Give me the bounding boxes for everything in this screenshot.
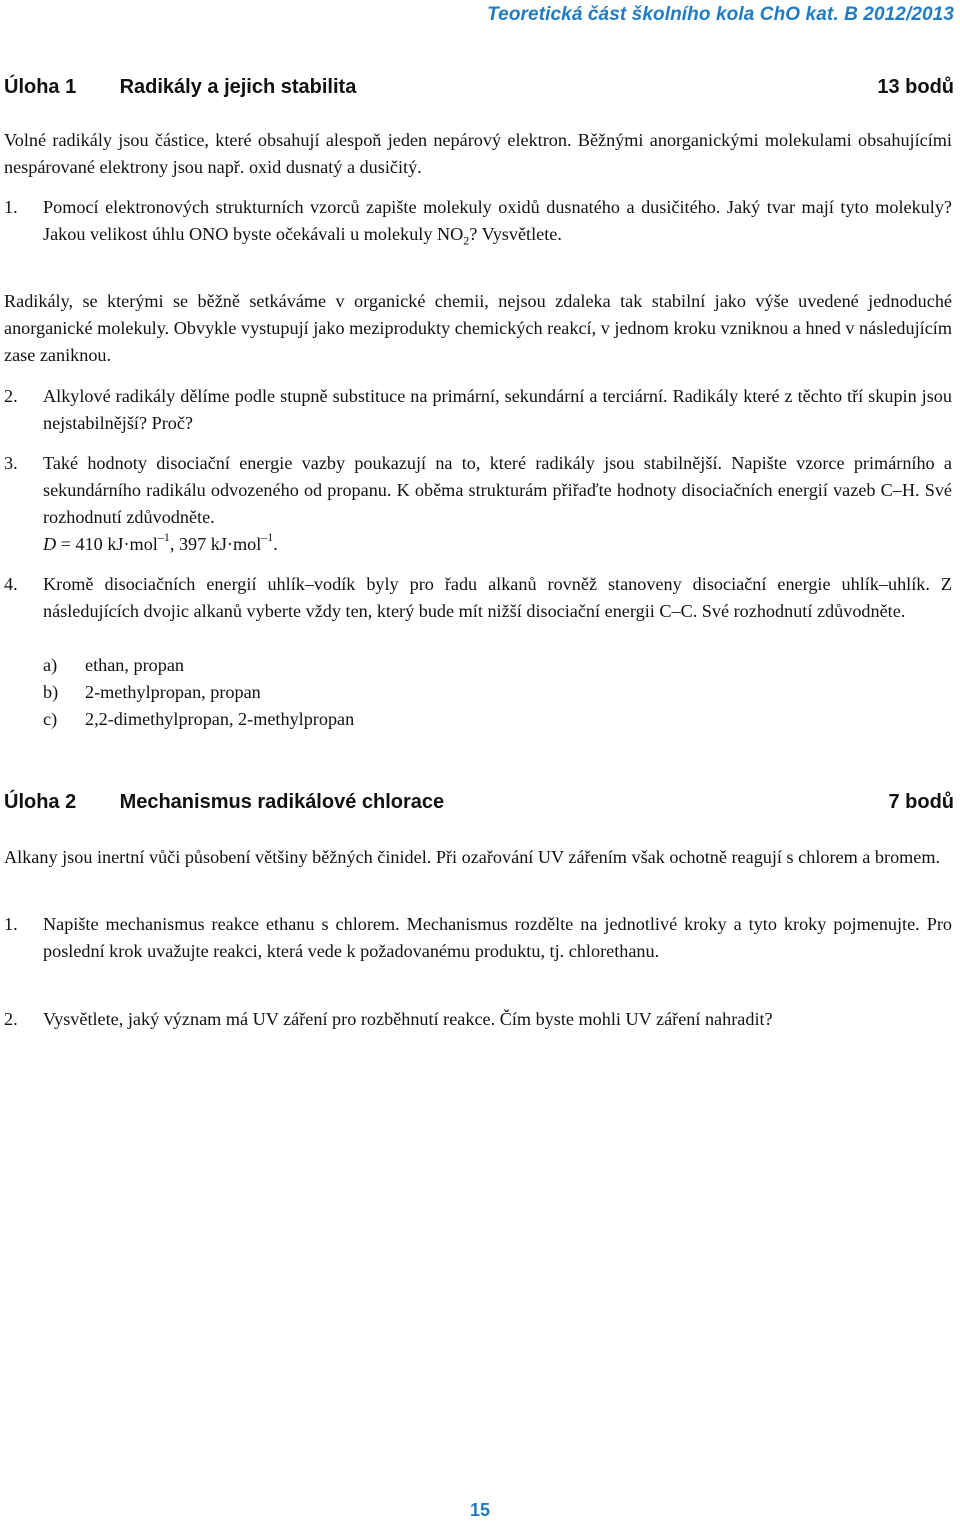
question-text: Kromě disociačních energií uhlík–vodík byly pro řadu alkanů rovněž stanoveny disociační energie uhlík–uhlík. Z následujících dvojic alkanů vyberte vždy ten, který bude mít nižší disociační energii C–C. Své rozhodnutí zdůvodněte. [43, 574, 952, 621]
question-text: Vysvětlete, jaký význam má UV záření pro rozběhnutí reakce. Čím byste mohli UV záření nahradit? [43, 1009, 773, 1029]
energy-values: D = 410 kJ·mol$^{-1}$, 397 kJ·mol$^{-1}$. [43, 529, 278, 554]
task1-question-4 [4, 571, 952, 625]
task1-question-1 [4, 194, 952, 248]
task1-heading [4, 76, 954, 99]
task1-question-2 [4, 383, 952, 437]
task2-question-2 [4, 1006, 952, 1033]
task2-intro: Alkany jsou inertní vůči působení většiny běžných činidel. Při ozařování UV zářením však ochotně reagují s chlorem a bromem. [4, 847, 941, 867]
task1-intro: Volné radikály jsou částice, které obsahují alespoň jeden nepárový elektron. Běžnými anorganickými molekulami obsahujícími nespárované elektrony jsou např. oxid dusnatý a dusičitý. [4, 130, 952, 177]
running-header: Teoretická část školního kola ChO kat. B 2012/2013 [487, 4, 954, 25]
option-b: b) 2-methylpropan, propan [43, 682, 261, 702]
question-number: 2. [4, 1009, 18, 1029]
question-number: 3. [4, 453, 18, 473]
option-c: c) 2,2-dimethylpropan, 2-methylpropan [43, 709, 355, 729]
option-a: a) ethan, propan [43, 655, 184, 675]
task1-question-3 [4, 450, 952, 558]
task2-points: 7 bodů [888, 791, 954, 813]
question-number: 4. [4, 574, 18, 594]
question-number: 1. [4, 914, 18, 934]
task1-number: Úloha 1 [4, 76, 77, 98]
task1-title: Radikály a jejich stabilita [119, 76, 357, 98]
task2-number: Úloha 2 [4, 791, 77, 813]
question-text: Napište mechanismus reakce ethanu s chlorem. Mechanismus rozdělte na jednotlivé kroky a tyto kroky pojmenujte. Pro poslední krok uvažujte reakci, která vede k požadovanému produktu, tj. chlorethanu. [43, 914, 952, 961]
question-number: 2. [4, 386, 18, 406]
task2-question-1 [4, 911, 952, 965]
question-text: Alkylové radikály dělíme podle stupně substituce na primární, sekundární a terciární. Radikály které z těchto tří skupin jsou nejstabilnější? Proč? [43, 386, 952, 433]
task1-paragraph-2: Radikály, se kterými se běžně setkáváme v organické chemii, nejsou zdaleka tak stabilní jako výše uvedené jednoduché anorganické molekuly. Obvykle vystupují jako meziprodukty chemických reakcí, v jednom kroku vzniknou a hned v následujícím zase zaniknou. [4, 291, 952, 365]
question-text: Také hodnoty disociační energie vazby poukazují na to, které radikály jsou stabilnější. Napište vzorce primárního a sekundárního radikálu odvozeného od propanu. K oběma strukturám přiřaďte hodnoty disociačních energií vazeb C–H. Své rozhodnutí zdůvodněte. [43, 453, 952, 527]
task2-heading [4, 791, 954, 814]
task2-title: Mechanismus radikálové chlorace [119, 791, 445, 813]
question-number: 1. [4, 197, 18, 217]
question-text: Pomocí elektronových strukturních vzorců zapište molekuly oxidů dusnatého a dusičitého. Jaký tvar mají tyto molekuly? Jakou velikost úhlu ONO byste očekávali u molekuly $NO_2$? Vysvětlete. [43, 197, 952, 248]
page-number: 15 [469, 1500, 491, 1520]
task1-points: 13 bodů [877, 76, 954, 98]
